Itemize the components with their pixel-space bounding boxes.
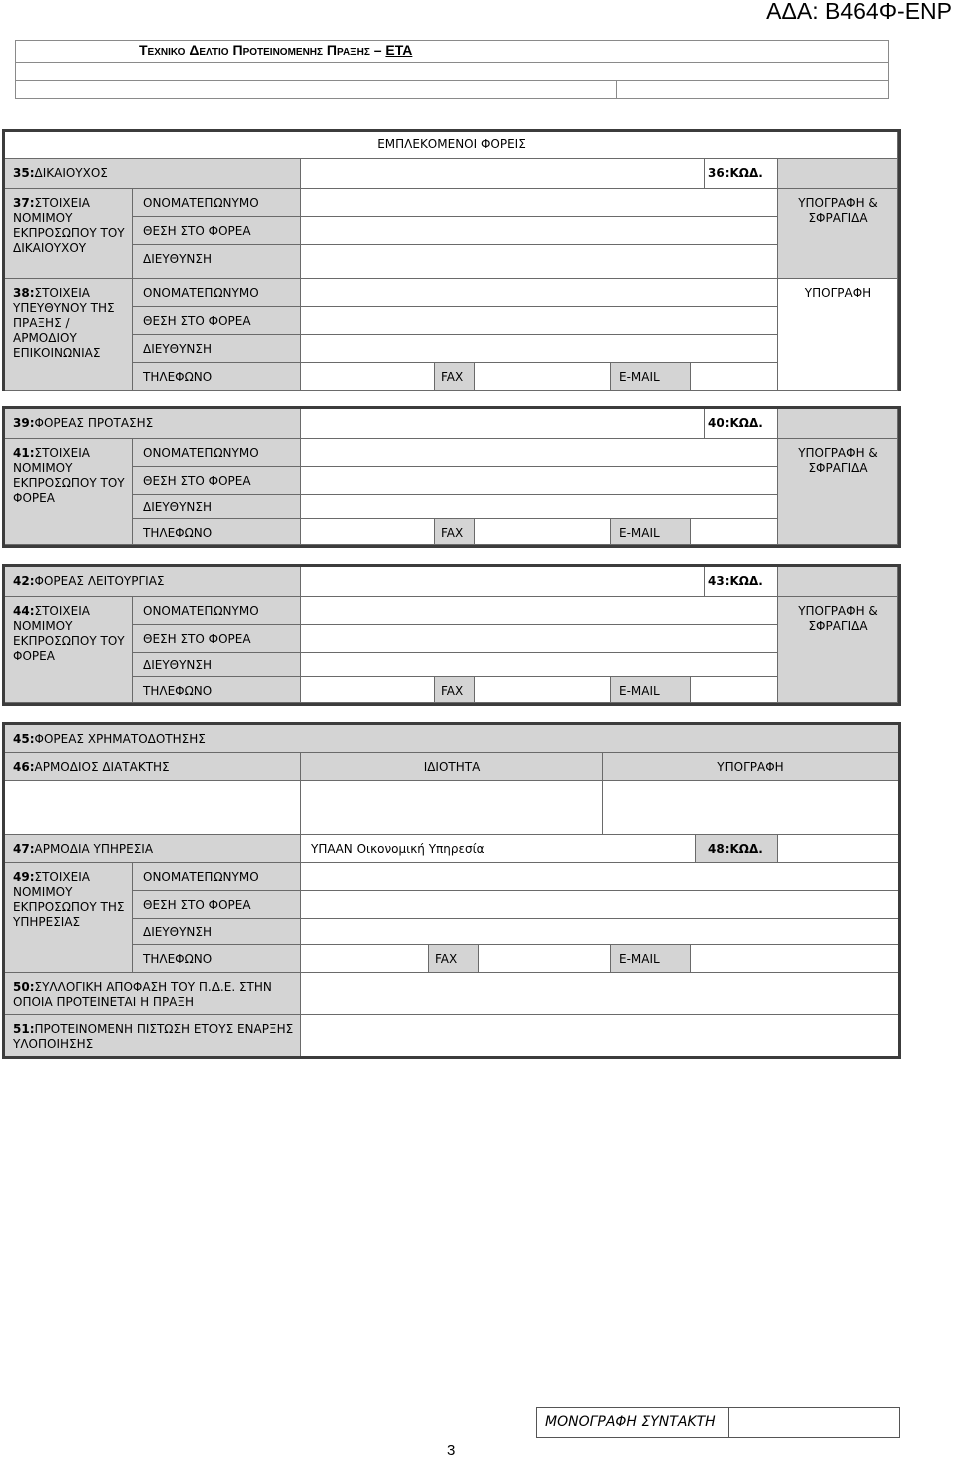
field-46-capacity-label: ΙΔΙΟΤΗΤΑ (301, 753, 603, 781)
field-46-signature-label: ΥΠΟΓΡΑΦΗ (603, 753, 898, 781)
field-39-input[interactable] (301, 409, 705, 439)
field-48-label: 48:ΚΩΔ. (696, 835, 778, 863)
header-divider (16, 62, 888, 63)
field-49-email-input[interactable] (691, 945, 898, 973)
field-49-address-input[interactable] (301, 919, 898, 945)
field-41-name-label: ΟΝΟΜΑΤΕΠΩΝΥΜΟ (133, 439, 301, 467)
field-44-fax-label: FAX (435, 677, 475, 703)
field-49-phone-input[interactable] (301, 945, 429, 973)
field-49-label: 49:ΣΤΟΙΧΕΙΑ ΝΟΜΙΜΟΥ ΕΚΠΡΟΣΩΠΟΥ ΤΗΣ ΥΠΗΡΕΣΙΑΣ (5, 863, 133, 973)
field-38-fax-input[interactable] (475, 363, 611, 391)
field-49-email-label: E-MAIL (611, 945, 691, 973)
field-44-address-label: ΔΙΕΥΘΥΝΣΗ (133, 653, 301, 677)
field-38-fax-label: FAX (435, 363, 475, 391)
field-49-address-label: ΔΙΕΥΘΥΝΣΗ (133, 919, 301, 945)
author-initials-box (536, 1407, 900, 1438)
field-41-fax-input[interactable] (475, 519, 611, 545)
field-44-email-label: E-MAIL (611, 677, 691, 703)
field-39-label: 39:ΦΟΡΕΑΣ ΠΡΟΤΑΣΗΣ (5, 409, 301, 439)
field-38-signature[interactable]: ΥΠΟΓΡΑΦΗ (778, 279, 898, 391)
field-38-name-input[interactable] (301, 279, 778, 307)
field-37-label: 37:ΣΤΟΙΧΕΙΑ ΝΟΜΙΜΟΥ ΕΚΠΡΟΣΩΠΟΥ ΤΟΥ ΔΙΚΑΙΟΥΧΟΥ (5, 189, 133, 279)
section-title-row (5, 132, 898, 159)
field-37-signature-seal[interactable]: ΥΠΟΓΡΑΦΗ & ΣΦΡΑΓΙΔΑ (778, 189, 898, 279)
field-36-label: 36:ΚΩΔ. (705, 159, 778, 189)
field-38-label: 38:ΣΤΟΙΧΕΙΑ ΥΠΕΥΘΥΝΟΥ ΤΗΣ ΠΡΑΞΗΣ / ΑΡΜΟΔΙΟΥ ΕΠΙΚΟΙΝΩΝΙΑΣ (5, 279, 133, 391)
field-49-name-label: ΟΝΟΜΑΤΕΠΩΝΥΜΟ (133, 863, 301, 891)
section-title: ΕΜΠΛΕΚΟΜΕΝΟΙ ΦΟΡΕΙΣ (377, 137, 526, 151)
field-37-address-input[interactable] (301, 245, 778, 279)
section-operating-body (2, 564, 901, 706)
field-41-phone-label: ΤΗΛΕΦΩΝΟ (133, 519, 301, 545)
field-41-email-input[interactable] (691, 519, 778, 545)
document-title: Τεχνικο Δελτιο Προτεινομενης Πραξης – ΕΤΑ (139, 42, 413, 58)
field-36-input[interactable] (778, 159, 898, 189)
field-43-label: 43:ΚΩΔ. (705, 567, 778, 597)
field-38-phone-input[interactable] (301, 363, 435, 391)
field-35-input[interactable] (301, 159, 705, 189)
field-35-label: 35:ΔΙΚΑΙΟΥΧΟΣ (5, 159, 301, 189)
field-42-input[interactable] (301, 567, 705, 597)
field-50-label: 50:ΣΥΛΛΟΓΙΚΗ ΑΠΟΦΑΣΗ ΤΟΥ Π.Δ.Ε. ΣΤΗΝ ΟΠΟΙΑ ΠΡΟΤΕΙΝΕΤΑΙ Η ΠΡΑΞΗ (5, 973, 301, 1015)
field-43-input[interactable] (778, 567, 898, 597)
field-44-fax-input[interactable] (475, 677, 611, 703)
field-38-position-label: ΘΕΣΗ ΣΤΟ ΦΟΡΕΑ (133, 307, 301, 335)
field-41-phone-input[interactable] (301, 519, 435, 545)
field-49-fax-input[interactable] (479, 945, 611, 973)
section-funding-body (2, 722, 901, 1059)
field-44-position-label: ΘΕΣΗ ΣΤΟ ΦΟΡΕΑ (133, 625, 301, 653)
field-40-label: 40:ΚΩΔ. (705, 409, 778, 439)
field-44-email-input[interactable] (691, 677, 778, 703)
field-38-name-label: ΟΝΟΜΑΤΕΠΩΝΥΜΟ (133, 279, 301, 307)
field-51-label: 51:ΠΡΟΤΕΙΝΟΜΕΝΗ ΠΙΣΤΩΣΗ ΕΤΟΥΣ ΕΝΑΡΞΗΣ ΥΛΟΠΟΙΗΣΗΣ (5, 1015, 301, 1056)
field-38-address-input[interactable] (301, 335, 778, 363)
field-49-position-input[interactable] (301, 891, 898, 919)
field-49-fax-label: FAX (429, 945, 479, 973)
field-44-name-label: ΟΝΟΜΑΤΕΠΩΝΥΜΟ (133, 597, 301, 625)
field-44-label: 44:ΣΤΟΙΧΕΙΑ ΝΟΜΙΜΟΥ ΕΚΠΡΟΣΩΠΟΥ ΤΟΥ ΦΟΡΕΑ (5, 597, 133, 703)
field-37-name-input[interactable] (301, 189, 778, 217)
field-45-label: 45:ΦΟΡΕΑΣ ΧΡΗΜΑΤΟΔΟΤΗΣΗΣ (5, 725, 898, 753)
field-51-input[interactable] (301, 1015, 898, 1056)
field-40-input[interactable] (778, 409, 898, 439)
field-49-phone-label: ΤΗΛΕΦΩΝΟ (133, 945, 301, 973)
field-44-signature-seal[interactable]: ΥΠΟΓΡΑΦΗ & ΣΦΡΑΓΙΔΑ (778, 597, 898, 703)
field-41-address-input[interactable] (301, 495, 778, 519)
field-41-address-label: ΔΙΕΥΘΥΝΣΗ (133, 495, 301, 519)
ada-code: ΑΔΑ: Β464Φ-ΕΝΡ (766, 0, 952, 24)
field-38-position-input[interactable] (301, 307, 778, 335)
field-41-email-label: E-MAIL (611, 519, 691, 545)
field-47-label: 47:ΑΡΜΟΔΙΑ ΥΠΗΡΕΣΙΑ (5, 835, 301, 863)
section-proposing-body (2, 406, 901, 548)
field-38-phone-label: ΤΗΛΕΦΩΝΟ (133, 363, 301, 391)
field-38-email-input[interactable] (691, 363, 778, 391)
field-46-signature-input[interactable] (603, 781, 898, 835)
field-38-address-label: ΔΙΕΥΘΥΝΣΗ (133, 335, 301, 363)
field-50-input[interactable] (301, 973, 898, 1015)
field-41-position-input[interactable] (301, 467, 778, 495)
author-initials-label: ΜΟΝΟΓΡΑΦΗ ΣΥΝΤΑΚΤΗ (545, 1414, 716, 1430)
field-44-position-input[interactable] (301, 625, 778, 653)
field-46-name-input[interactable] (5, 781, 301, 835)
field-44-phone-label: ΤΗΛΕΦΩΝΟ (133, 677, 301, 703)
field-44-address-input[interactable] (301, 653, 778, 677)
field-41-signature-seal[interactable]: ΥΠΟΓΡΑΦΗ & ΣΦΡΑΓΙΔΑ (778, 439, 898, 545)
field-38-email-label: E-MAIL (611, 363, 691, 391)
field-47-input[interactable]: ΥΠΑΑΝ Οικονομική Υπηρεσία (301, 835, 696, 863)
author-initials-input[interactable] (729, 1408, 899, 1437)
field-37-position-label: ΘΕΣΗ ΣΤΟ ΦΟΡΕΑ (133, 217, 301, 245)
field-41-position-label: ΘΕΣΗ ΣΤΟ ΦΟΡΕΑ (133, 467, 301, 495)
field-37-position-input[interactable] (301, 217, 778, 245)
document-header (15, 40, 889, 99)
field-46-label: 46:ΑΡΜΟΔΙΟΣ ΔΙΑΤΑΚΤΗΣ (5, 753, 301, 781)
field-44-name-input[interactable] (301, 597, 778, 625)
section-beneficiary (2, 129, 901, 391)
field-44-phone-input[interactable] (301, 677, 435, 703)
field-42-label: 42:ΦΟΡΕΑΣ ΛΕΙΤΟΥΡΓΙΑΣ (5, 567, 301, 597)
field-37-name-label: ΟΝΟΜΑΤΕΠΩΝΥΜΟ (133, 189, 301, 217)
field-49-name-input[interactable] (301, 863, 898, 891)
field-48-input[interactable] (778, 835, 898, 863)
page-number: 3 (447, 1442, 456, 1459)
field-49-position-label: ΘΕΣΗ ΣΤΟ ΦΟΡΕΑ (133, 891, 301, 919)
field-41-fax-label: FAX (435, 519, 475, 545)
field-37-address-label: ΔΙΕΥΘΥΝΣΗ (133, 245, 301, 279)
field-41-label: 41:ΣΤΟΙΧΕΙΑ ΝΟΜΙΜΟΥ ΕΚΠΡΟΣΩΠΟΥ ΤΟΥ ΦΟΡΕΑ (5, 439, 133, 545)
header-divider-2 (16, 80, 888, 81)
field-46-capacity-input[interactable] (301, 781, 603, 835)
header-divider-v (616, 80, 617, 98)
field-41-name-input[interactable] (301, 439, 778, 467)
